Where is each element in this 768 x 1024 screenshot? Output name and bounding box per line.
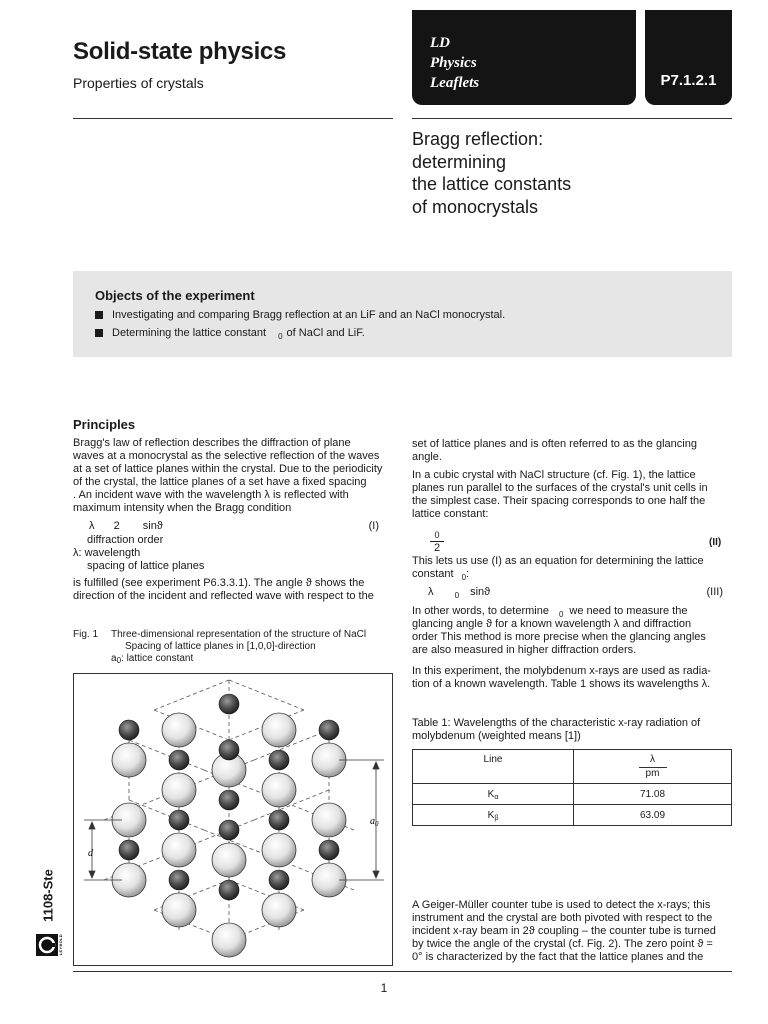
leybold-logo-icon — [36, 934, 58, 958]
bottom-paragraph — [412, 899, 732, 964]
page-number: 1 — [380, 981, 388, 995]
right-paragraph-3 — [412, 555, 732, 581]
value-cell: 71.08 — [574, 784, 732, 805]
eq-sin: sinϑ — [470, 586, 491, 598]
text-line: A Geiger-Müller counter tube is used to detect the x-rays; this — [412, 899, 711, 911]
header-lambda: λ — [650, 754, 655, 765]
eq-subscript: 0 — [454, 591, 460, 600]
text-line: tion of a known wavelength. Table 1 shows its wavelengths λ. — [412, 678, 711, 690]
text-line: incident x-ray beam in 2ϑ coupling – the counter tube is turned — [412, 925, 716, 937]
footer-divider — [73, 971, 732, 972]
logo-text: LEYBOLD — [58, 934, 63, 956]
text-line: In a cubic crystal with NaCl structure (cf. Fig. 1), the lattice — [412, 469, 696, 481]
caption-line: Table 1: Wavelengths of the characteristic x-ray radiation of — [412, 717, 701, 729]
eq-number: (II) — [709, 537, 722, 548]
text-line: of the crystal, the lattice planes of a set have a fixed spacing — [73, 476, 367, 488]
divider-left — [73, 118, 393, 119]
objective-text: Investigating and comparing Bragg reflection at an LiF and an NaCl monocrystal. — [112, 309, 506, 321]
caption-line: molybdenum (weighted means [1]) — [412, 730, 581, 742]
right-paragraph-5 — [412, 665, 732, 691]
figure-label: Fig. 1 — [73, 629, 99, 640]
text-line: constant — [412, 568, 454, 580]
bullet-icon — [95, 311, 103, 319]
divider-right — [412, 118, 732, 119]
header-unit: pm — [639, 767, 667, 779]
table-row — [413, 805, 732, 826]
caption-line: : lattice constant — [121, 653, 194, 664]
code-box — [645, 10, 732, 105]
text-line: at a set of lattice planes within the crystal. Due to the periodicity — [73, 463, 383, 475]
wavelength-table — [412, 749, 732, 826]
text-line: waves at a monocrystal as the selective reflection of the waves — [73, 450, 380, 462]
figure-caption — [111, 629, 401, 665]
header-lambda-cell — [574, 750, 732, 784]
nacl-lattice-figure — [74, 674, 392, 965]
section-subtitle: Properties of crystals — [73, 75, 204, 91]
eq-number: (III) — [706, 586, 723, 598]
caption-line: Three-dimensional representation of the structure of NaCl — [111, 629, 367, 640]
eq-lambda: λ — [428, 586, 434, 598]
definition: diffraction order — [87, 534, 164, 546]
eq-sin: sinϑ — [142, 520, 163, 532]
experiment-title — [412, 128, 571, 218]
right-paragraph-4 — [412, 605, 732, 657]
principles-heading: Principles — [73, 417, 136, 432]
text-line: by twice the angle of the crystal (cf. Fig. 2). The zero point ϑ = — [412, 938, 713, 950]
caption-line: a — [111, 653, 117, 664]
header-line: Line — [413, 750, 574, 784]
side-code: 1108-Ste — [40, 869, 56, 922]
definition: spacing of lattice planes — [87, 560, 205, 572]
principles-paragraph — [73, 437, 393, 515]
text-line: In other words, to determine — [412, 605, 549, 617]
objective-item — [95, 309, 505, 321]
text-line: are also measured in higher diffraction orders. — [412, 644, 637, 656]
bullet-icon — [95, 329, 103, 337]
subscript: 0 — [558, 610, 564, 619]
title-line: of monocrystals — [412, 196, 539, 217]
text-line: the simplest case. Their spacing corresponds to one half the — [412, 495, 706, 507]
table-row — [413, 784, 732, 805]
text-line: Bragg's law of reflection describes the diffraction of plane — [73, 437, 351, 449]
section-title: Solid-state physics — [73, 38, 287, 65]
text-line: lattice constant: — [412, 508, 489, 520]
text-line: we need to measure the — [569, 605, 688, 617]
text-line: planes run parallel to the surfaces of the crystal's unit cells in — [412, 482, 708, 494]
eq-denominator: 2 — [430, 541, 444, 554]
objective-item — [95, 327, 365, 339]
equation-2 — [430, 530, 444, 554]
objective-text: of NaCl and LiF. — [286, 327, 365, 339]
caption-sub: 0 — [116, 656, 122, 665]
text-line: is fulfilled (see experiment P6.3.3.1). The angle ϑ shows the — [73, 577, 365, 589]
caption-line: Spacing of lattice planes in [1,0,0]-direction — [125, 641, 316, 652]
objective-subscript: 0 — [278, 331, 283, 341]
equation-1 — [89, 520, 389, 533]
title-line: the lattice constants — [412, 174, 572, 194]
table-caption — [412, 717, 732, 743]
principles-paragraph-2 — [73, 577, 393, 603]
line-cell: $K_\alpha$ — [413, 784, 574, 805]
text-line: This lets us use (I) as an equation for determining the lattice — [412, 555, 704, 567]
text-line: set of lattice planes and is often referred to as the glancing — [412, 438, 697, 450]
text-line: : — [466, 568, 470, 580]
subscript: 0 — [461, 573, 467, 582]
brand-text — [430, 33, 479, 93]
a0-label: $a_0$ — [370, 816, 379, 828]
brand-line-1: LD — [430, 35, 450, 51]
value-cell: 63.09 — [574, 805, 732, 826]
right-paragraph-2 — [412, 469, 732, 521]
objectives-heading: Objects of the experiment — [95, 288, 255, 303]
eq-number: (I) — [368, 520, 379, 532]
text-line: angle. — [412, 451, 442, 463]
text-line: maximum intensity when the Bragg condition — [73, 502, 292, 514]
definition: λ: wavelength — [73, 547, 141, 559]
text-line: In this experiment, the molybdenum x-rays are used as radia- — [412, 665, 711, 677]
eq-numerator: 0 — [434, 530, 440, 540]
equation-3 — [428, 586, 728, 599]
brand-line-2: Physics — [430, 55, 477, 71]
d-label: d — [88, 848, 93, 859]
text-line: order This method is more precise when the glancing angles — [412, 631, 706, 643]
objective-text: Determining the lattice constant — [112, 327, 267, 339]
leaflet-code: P7.1.2.1 — [660, 72, 717, 89]
line-cell: $K_\beta$ — [413, 805, 574, 826]
right-paragraph-1 — [412, 438, 732, 464]
text-line: direction of the incident and reflected wave with respect to the — [73, 590, 374, 602]
eq-lambda: λ — [89, 520, 95, 532]
text-line: glancing angle ϑ for a known wavelength λ and diffraction — [412, 618, 692, 630]
eq-two: 2 — [113, 520, 120, 532]
title-line: determining — [412, 151, 507, 172]
title-line: Bragg reflection: — [412, 129, 544, 149]
text-line: instrument and the crystal are both pivoted with respect to the — [412, 912, 713, 924]
equation-1-definitions — [73, 534, 393, 573]
text-line: 0° is characterized by the fact that the lattice planes and the — [412, 951, 704, 963]
text-line: . An incident wave with the wavelength λ is reflected with — [73, 489, 349, 501]
brand-line-3: Leaflets — [430, 75, 480, 91]
table-header-row — [413, 750, 732, 784]
